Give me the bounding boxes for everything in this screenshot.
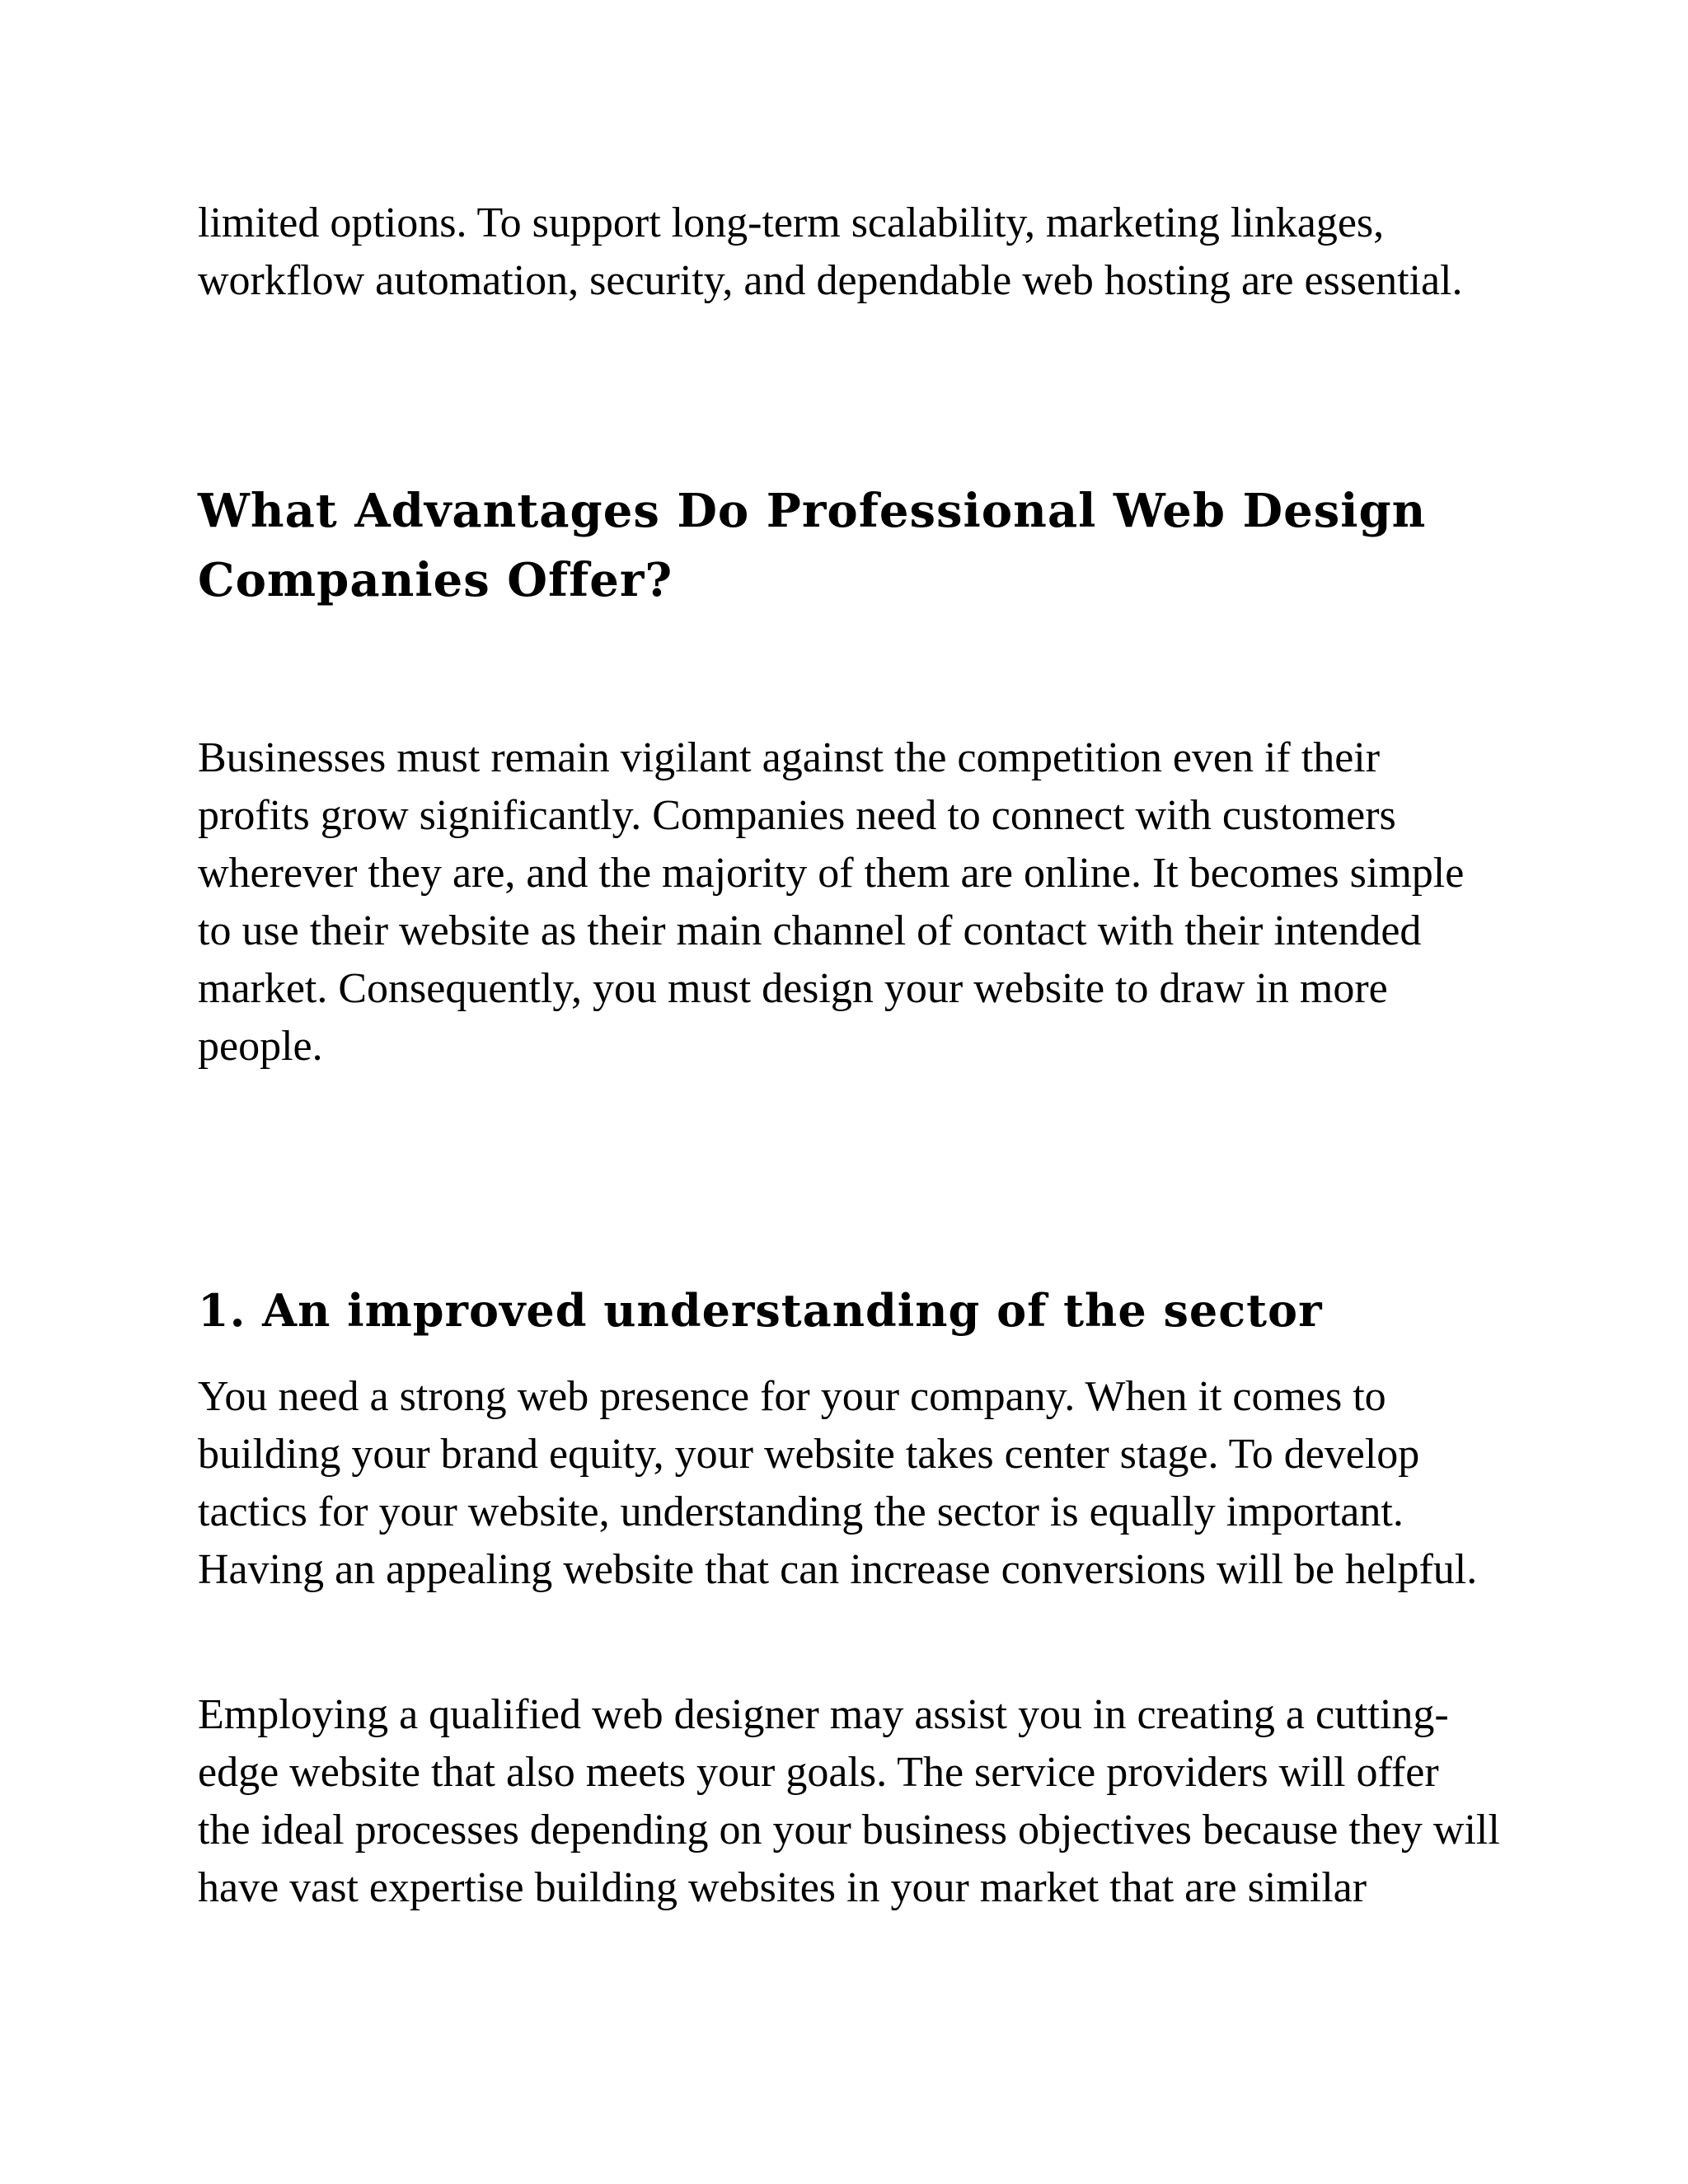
web-presence-paragraph: You need a strong web presence for your company. When it comes to building your brand equity, your website takes center stage. To develop tactics for your website, understanding the sector is equally important. Having an appealing website that can increase conversions will be helpful. <box>198 1373 1478 1593</box>
intro-paragraph: limited options. To support long-term scalability, marketing linkages, workflow automation, security, and dependable web hosting are essential. <box>198 199 1463 304</box>
web-designer-paragraph: Employing a qualified web designer may assist you in creating a cutting-edge website that also meets your goals. The service providers will offer the ideal processes depending on your business objectives because they will have vast expertise building websites in your market that are similar <box>198 1691 1500 1911</box>
businesses-paragraph: Businesses must remain vigilant against the competition even if their profits grow significantly. Companies need to connect with customers wherever they are, and the majority of them are online. It becomes simple to use their website as their main channel of contact with their intended market. Consequently, you must design your website to draw in more people. <box>198 734 1465 1070</box>
advantages-heading: What Advantages Do Professional Web Design Companies Offer? <box>198 484 1427 607</box>
understanding-heading: 1. An improved understanding of the sector <box>198 1284 1323 1337</box>
